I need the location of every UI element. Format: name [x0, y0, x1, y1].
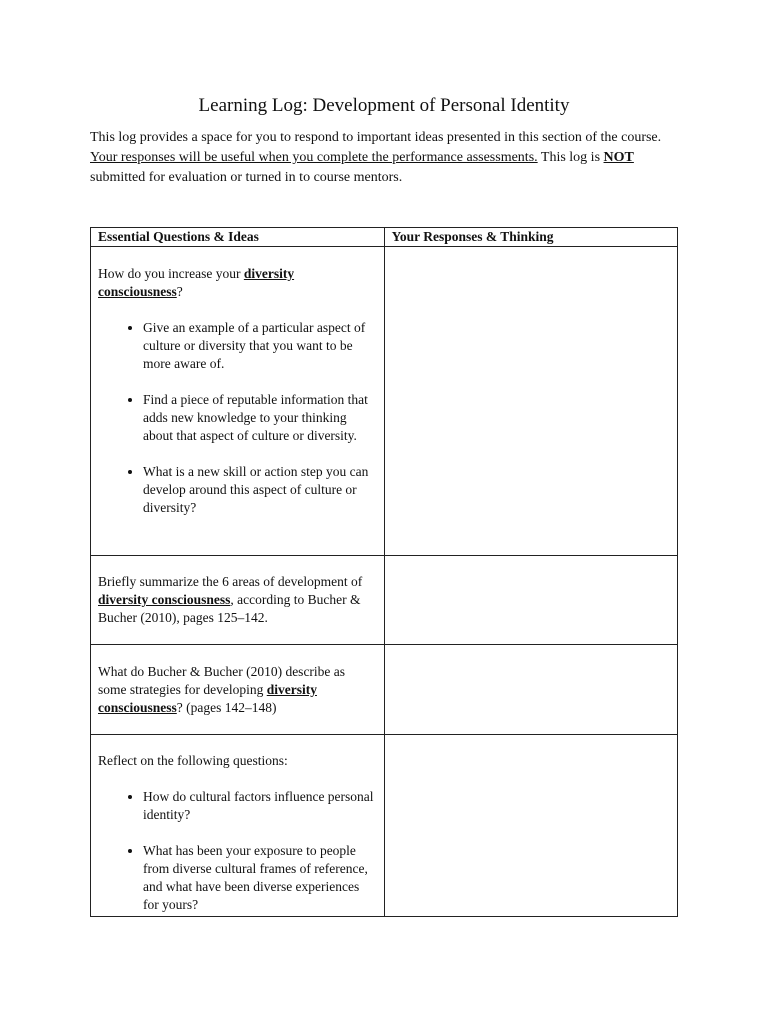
table-row	[91, 247, 678, 556]
response-cell[interactable]	[384, 645, 677, 735]
question-text: Reflect on the following questions:	[98, 753, 288, 768]
intro-text-3: submitted for evaluation or turned in to course mentors.	[90, 170, 403, 185]
question-text-post: ?	[176, 284, 183, 299]
page-title: Learning Log: Development of Personal Identity	[198, 95, 570, 116]
question-key-term: diversity consciousness	[98, 266, 295, 299]
question-text-pre: How do you increase your	[98, 266, 244, 281]
question-text-pre: What do Bucher & Bucher (2010) describe as some strategies for developing	[98, 664, 346, 697]
response-cell[interactable]	[384, 735, 677, 917]
list-item: • What is a new skill or action step you can develop around this aspect of culture or diversity?	[143, 463, 377, 517]
question-bullet-list	[98, 319, 377, 517]
question-text	[98, 573, 377, 627]
question-bullet-list	[98, 788, 377, 914]
list-item: • What has been your exposure to people from diverse cultural frames of reference, and what have been diverse experiences for yours?	[143, 842, 377, 914]
question-cell	[91, 247, 385, 556]
question-cell	[91, 735, 385, 917]
learning-log-table	[90, 227, 678, 917]
question-text	[98, 265, 377, 301]
question-key-term: diversity consciousness	[98, 682, 317, 715]
question-cell	[91, 645, 385, 735]
table-row	[91, 645, 678, 735]
list-item: • Give an example of a particular aspect of culture or diversity that you want to be more aware of.	[143, 319, 377, 373]
question-text	[98, 663, 377, 717]
intro-emphasis: NOT	[603, 150, 634, 165]
intro-text-2: This log is	[537, 150, 604, 165]
question-text-post: ? (pages 142–148)	[176, 700, 277, 715]
list-item: • How do cultural factors influence personal identity?	[143, 788, 377, 824]
intro-underlined-text: Your responses will be useful when you complete the performance assessments.	[90, 150, 538, 165]
question-text-post: , according to Bucher & Bucher (2010), pages 125–142.	[98, 592, 361, 625]
response-cell[interactable]	[384, 247, 677, 556]
table-row	[91, 735, 678, 917]
intro-paragraph	[90, 128, 690, 188]
header-essential-questions: Essential Questions & Ideas	[91, 228, 385, 247]
header-your-responses: Your Responses & Thinking	[384, 228, 677, 247]
question-text-pre: Briefly summarize the 6 areas of development of	[98, 574, 363, 589]
table-header-row	[91, 228, 678, 247]
response-cell[interactable]	[384, 556, 677, 645]
table-row	[91, 556, 678, 645]
intro-text-1: This log provides a space for you to respond to important ideas presented in this section of the course.	[90, 130, 662, 145]
question-cell	[91, 556, 385, 645]
question-key-term: diversity consciousness	[98, 592, 231, 607]
list-item: • Find a piece of reputable information that adds new knowledge to your thinking about that aspect of culture or diversity.	[143, 391, 377, 445]
